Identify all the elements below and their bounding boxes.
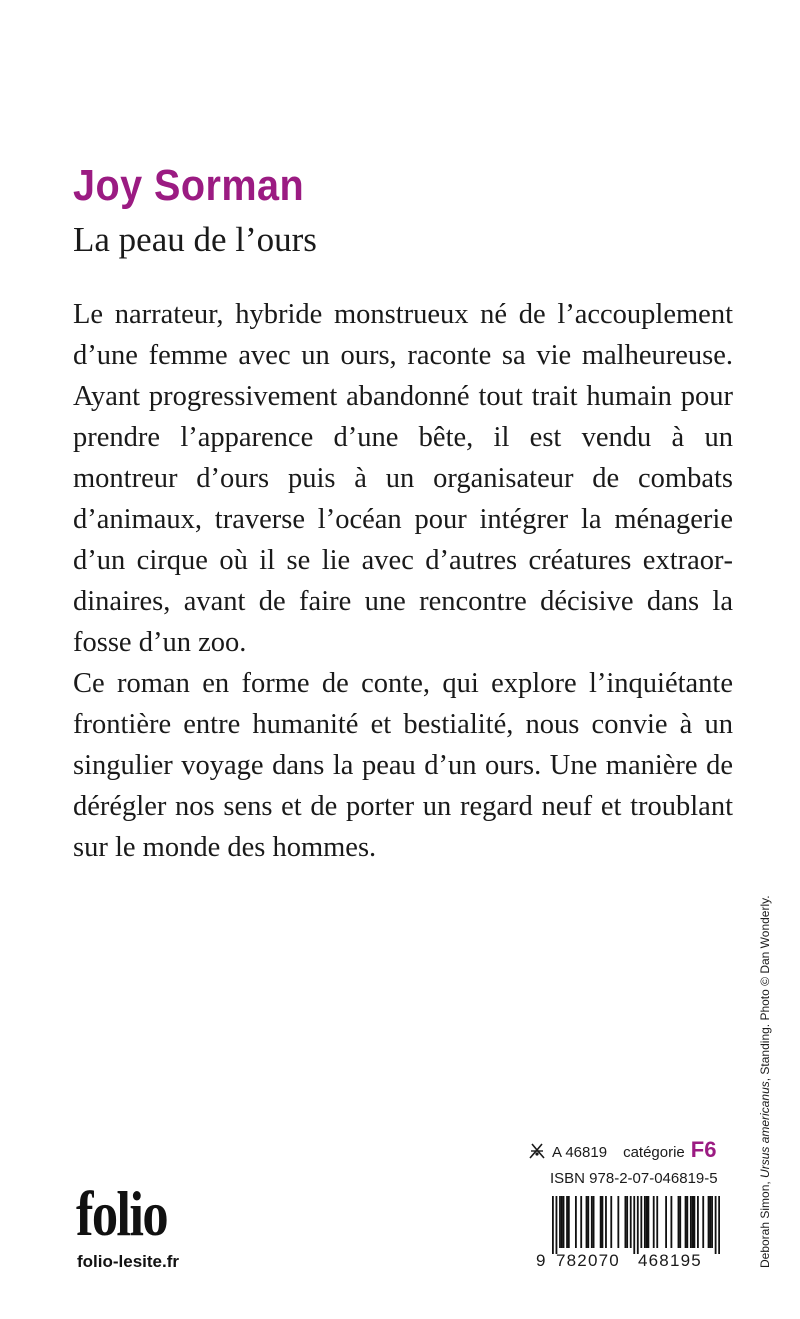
cover-photo-credit — [758, 895, 772, 1268]
blurb-paragraph-1: Le narrateur, hybride monstrueux né de l’accouplement d’une femme avec un ours, raconte sa vie malheureuse. Ayant progressivement abandonné tout trait humain pour prendre l’apparence d’une bête, il est vendu à un montreur d’ours puis à un organisateur de combats d’animaux, traverse l’océan pour intégrer la ménagerie d’un cirque où il se lie avec d’autres créatures extraordinaires, avant de faire une rencontre décisive dans la fosse d’un zoo. — [73, 299, 733, 658]
barcode — [552, 1196, 720, 1254]
barcode-bar — [633, 1196, 635, 1254]
barcode-bar — [718, 1196, 720, 1254]
barcode-bar — [556, 1196, 558, 1254]
barcode-bar — [630, 1196, 632, 1248]
folio-logo: folio — [76, 1178, 167, 1249]
isbn: ISBN 978-2-07-046819-5 — [550, 1170, 718, 1187]
product-code: A 46819 — [552, 1144, 608, 1161]
barcode-bar — [644, 1196, 646, 1248]
barcode-bar — [711, 1196, 713, 1248]
product-code-line — [528, 1137, 717, 1163]
barcode-bar — [552, 1196, 554, 1254]
barcode-bar — [637, 1196, 639, 1254]
gallimard-mark-icon — [528, 1143, 546, 1159]
barcode-bar — [692, 1196, 694, 1248]
barcode-bar — [559, 1196, 561, 1248]
barcode-bar — [697, 1196, 699, 1248]
barcode-bar — [617, 1196, 619, 1248]
barcode-bar — [561, 1196, 563, 1248]
barcode-bar — [686, 1196, 688, 1248]
category-label: catégorie — [623, 1144, 685, 1161]
barcode-bar — [625, 1196, 627, 1248]
credit-artwork-title: Ursus americanus — [758, 1081, 772, 1178]
barcode-bar — [602, 1196, 604, 1248]
category-value: F6 — [690, 1137, 717, 1162]
barcode-bar — [702, 1196, 704, 1248]
barcode-bar — [605, 1196, 607, 1248]
barcode-bar — [563, 1196, 565, 1248]
barcode-bar — [693, 1196, 695, 1248]
barcode-bar — [586, 1196, 588, 1248]
barcode-bar — [679, 1196, 681, 1248]
barcode-bar — [593, 1196, 595, 1248]
barcode-bar — [626, 1196, 628, 1248]
barcode-bar — [591, 1196, 593, 1248]
barcode-bar — [580, 1196, 582, 1248]
barcode-bar — [653, 1196, 655, 1248]
barcode-bar — [566, 1196, 568, 1248]
barcode-bar — [670, 1196, 672, 1248]
barcode-bar — [678, 1196, 680, 1248]
barcode-bar — [646, 1196, 648, 1248]
barcode-bar — [568, 1196, 570, 1248]
barcode-bar — [647, 1196, 649, 1248]
barcode-bar — [715, 1196, 717, 1254]
barcode-digit-lead: 9 — [536, 1251, 547, 1270]
barcode-bar — [708, 1196, 710, 1248]
blurb-paragraph-2: Ce roman en forme de conte, qui explore l’inquiétante frontière entre humanité et bestialité, nous convie à un singulier voyage dans la peau d’un ours. Une manière de dérégler nos sens et de porter un regard neuf et troublant sur le monde des hommes. — [73, 668, 733, 863]
credit-photographer: , Standing. Photo © Dan Wonderly. — [758, 895, 772, 1082]
barcode-bar — [709, 1196, 711, 1248]
book-title: La peau de l’ours — [73, 220, 317, 259]
barcode-bar — [665, 1196, 667, 1248]
publisher-website: folio-lesite.fr — [77, 1252, 180, 1271]
barcode-bar — [587, 1196, 589, 1248]
author-name: Joy Sorman — [73, 161, 305, 210]
barcode-bar — [610, 1196, 612, 1248]
barcode-bar — [640, 1196, 642, 1248]
barcode-bar — [575, 1196, 577, 1248]
barcode-bar — [685, 1196, 687, 1248]
blurb — [73, 294, 733, 868]
credit-artist: Deborah Simon, — [758, 1177, 772, 1268]
barcode-digits-right: 468195 — [638, 1251, 702, 1270]
barcode-bar — [656, 1196, 658, 1248]
barcode-bar — [600, 1196, 602, 1248]
barcode-digits-left: 782070 — [556, 1251, 620, 1270]
barcode-bar — [690, 1196, 692, 1248]
